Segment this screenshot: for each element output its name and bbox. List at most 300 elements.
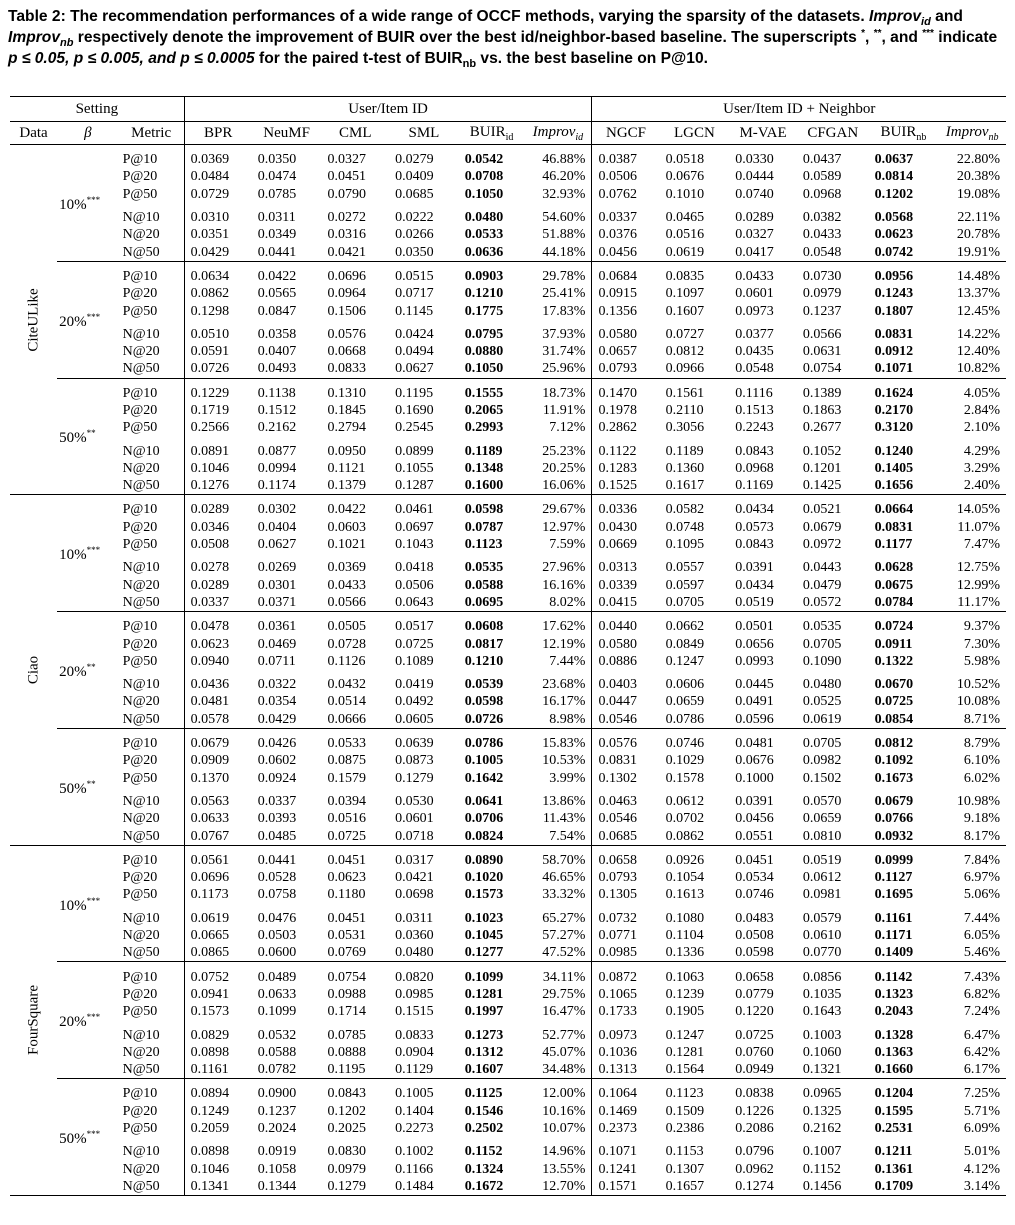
beta-setting: 50%*** bbox=[57, 1079, 118, 1196]
score-value: 0.1379 bbox=[327, 478, 366, 494]
improvement-value: 5.98% bbox=[963, 653, 1000, 669]
score-value: 0.0351 bbox=[184, 226, 252, 243]
header-col-improv-id: Improv$_{id}$ bbox=[524, 122, 592, 145]
score-value: 0.1978 bbox=[592, 402, 660, 419]
score-value: 0.0360 bbox=[395, 928, 434, 944]
improvement-value: 29.75% bbox=[542, 986, 586, 1002]
score-value: 0.0588 bbox=[257, 1044, 297, 1060]
score-value: 0.0479 bbox=[802, 577, 842, 593]
score-value: 0.0831 bbox=[874, 519, 914, 535]
score-value: 0.0898 bbox=[184, 1044, 252, 1061]
score-value: 0.1513 bbox=[735, 403, 774, 418]
caption-text: respectively denote the improvement of BUIR over the best id/neighbor-based baseline. The superscripts bbox=[73, 29, 862, 46]
metric-label: P@10 bbox=[119, 845, 185, 869]
score-value: 0.0451 bbox=[729, 845, 797, 869]
improvement-value: 8.71% bbox=[963, 711, 1000, 727]
score-value: 0.2545 bbox=[395, 420, 434, 436]
score-value: 0.0666 bbox=[327, 711, 366, 727]
table-row bbox=[10, 186, 1006, 203]
score-value: 0.0685 bbox=[592, 827, 660, 845]
improvement-value: 57.27% bbox=[542, 928, 586, 944]
score-value: 0.0508 bbox=[184, 536, 252, 553]
score-value: 0.0598 bbox=[459, 495, 525, 519]
score-value: 0.0659 bbox=[665, 694, 705, 710]
score-value: 0.1307 bbox=[665, 1161, 705, 1177]
score-value: 0.1997 bbox=[464, 1004, 504, 1020]
score-value: 0.0582 bbox=[660, 495, 730, 519]
metric-label: N@50 bbox=[119, 1178, 185, 1196]
score-value: 0.0354 bbox=[257, 694, 297, 710]
score-value: 0.3120 bbox=[874, 420, 914, 436]
score-value: 0.0754 bbox=[802, 361, 842, 377]
score-value: 0.0725 bbox=[735, 1027, 774, 1043]
score-value: 0.0670 bbox=[874, 677, 914, 693]
score-value: 0.0531 bbox=[327, 928, 366, 944]
score-value: 0.0676 bbox=[735, 753, 774, 769]
table-row bbox=[10, 904, 1006, 927]
header-row-groups bbox=[10, 97, 1006, 122]
score-value: 0.1775 bbox=[464, 303, 504, 319]
improvement-value: 7.12% bbox=[549, 420, 586, 436]
table-row bbox=[10, 436, 1006, 459]
score-value: 0.2025 bbox=[327, 1120, 366, 1136]
score-value: 0.0746 bbox=[660, 728, 730, 752]
score-value: 0.1142 bbox=[869, 962, 939, 986]
score-value: 0.0752 bbox=[184, 962, 252, 986]
metric-label: P@50 bbox=[122, 653, 158, 669]
score-value: 0.1125 bbox=[459, 1079, 525, 1103]
improvement-value: 45.07% bbox=[542, 1044, 586, 1060]
score-value: 0.1045 bbox=[464, 928, 504, 944]
score-value: 0.2677 bbox=[802, 420, 842, 436]
score-value: 0.0516 bbox=[327, 811, 366, 827]
score-value: 0.1657 bbox=[660, 1178, 730, 1196]
score-value: 0.1226 bbox=[735, 1103, 774, 1119]
score-value: 0.0964 bbox=[327, 286, 366, 302]
score-value: 0.0993 bbox=[735, 653, 774, 669]
score-value: 0.3056 bbox=[665, 420, 705, 436]
score-value: 0.1211 bbox=[874, 1144, 913, 1160]
score-value: 0.1189 bbox=[665, 443, 704, 459]
table-body bbox=[10, 145, 1006, 1196]
score-value: 0.0403 bbox=[592, 670, 660, 693]
score-value: 0.0505 bbox=[321, 612, 389, 636]
header-group-id: User/Item ID bbox=[184, 97, 592, 122]
score-value: 0.0407 bbox=[257, 344, 297, 360]
score-value: 0.1509 bbox=[665, 1103, 705, 1119]
improvement-value: 5.06% bbox=[963, 887, 1000, 903]
score-value: 0.0833 bbox=[327, 361, 366, 377]
score-value: 0.0566 bbox=[802, 326, 842, 342]
score-value: 0.0766 bbox=[874, 811, 914, 827]
significance-marker: ** bbox=[86, 428, 96, 439]
score-value: 0.0597 bbox=[665, 577, 705, 593]
score-value: 0.0546 bbox=[592, 810, 660, 827]
improvement-value: 14.96% bbox=[542, 1144, 586, 1160]
score-value: 0.0580 bbox=[592, 320, 660, 343]
score-value: 0.0950 bbox=[327, 443, 366, 459]
improvement-value: 16.47% bbox=[542, 1004, 586, 1020]
metric-label: P@10 bbox=[119, 612, 185, 636]
score-value: 0.2531 bbox=[874, 1120, 914, 1136]
score-value: 0.1656 bbox=[874, 478, 914, 494]
score-value: 0.1325 bbox=[802, 1103, 842, 1119]
score-value: 0.2794 bbox=[327, 420, 366, 436]
score-value: 0.0456 bbox=[592, 243, 660, 261]
score-value: 0.0785 bbox=[257, 186, 297, 202]
improvement-value: 46.20% bbox=[542, 169, 586, 185]
metric-label: P@50 bbox=[122, 887, 158, 903]
score-value: 0.0669 bbox=[592, 536, 660, 553]
score-value: 0.0968 bbox=[735, 460, 774, 476]
score-value: 0.0516 bbox=[665, 227, 705, 243]
improvement-value: 3.29% bbox=[963, 460, 1000, 476]
table-row bbox=[10, 927, 1006, 944]
score-value: 0.0940 bbox=[184, 653, 252, 670]
table-row bbox=[10, 577, 1006, 594]
metric-label: N@50 bbox=[122, 945, 160, 961]
score-value: 0.0528 bbox=[257, 870, 297, 886]
improvement-value: 11.07% bbox=[957, 519, 1000, 535]
score-value: 0.0659 bbox=[802, 811, 842, 827]
significance-marker: *** bbox=[86, 1012, 101, 1023]
score-value: 0.0506 bbox=[395, 577, 434, 593]
caption-text: Table 2: The recommendation performances of a wide range of OCCF methods, varying the sparsity of the datasets. bbox=[8, 8, 870, 25]
score-value: 0.1174 bbox=[257, 478, 296, 494]
metric-label: P@10 bbox=[119, 962, 185, 986]
dataset-name: FourSquare bbox=[25, 985, 42, 1056]
score-value: 0.0572 bbox=[802, 594, 842, 610]
score-value: 0.0506 bbox=[592, 168, 660, 185]
improvement-value: 9.37% bbox=[938, 612, 1006, 636]
score-value: 0.0872 bbox=[592, 962, 660, 986]
score-value: 0.0469 bbox=[257, 636, 297, 652]
improvement-value: 11.91% bbox=[542, 403, 586, 418]
score-value: 0.1116 bbox=[729, 378, 797, 402]
header-col-bpr: BPR bbox=[184, 122, 252, 145]
score-value: 0.0724 bbox=[869, 612, 939, 636]
results-table bbox=[10, 96, 1006, 1196]
improvement-value: 31.74% bbox=[542, 344, 586, 360]
score-value: 0.2059 bbox=[184, 1120, 252, 1137]
score-value: 0.0394 bbox=[327, 793, 366, 809]
score-value: 0.0349 bbox=[257, 227, 297, 243]
score-value: 0.0628 bbox=[874, 560, 914, 576]
metric-label: N@20 bbox=[122, 227, 160, 243]
score-value: 0.0812 bbox=[665, 344, 705, 360]
score-value: 0.1733 bbox=[592, 1003, 660, 1020]
score-value: 0.0829 bbox=[184, 1020, 252, 1043]
score-value: 0.0656 bbox=[735, 636, 774, 652]
score-value: 0.0919 bbox=[257, 1144, 297, 1160]
score-value: 0.0409 bbox=[395, 169, 434, 185]
score-value: 0.0973 bbox=[592, 1020, 660, 1043]
improvement-value: 3.14% bbox=[938, 1178, 1006, 1196]
score-value: 0.0911 bbox=[874, 636, 913, 652]
score-value: 0.0873 bbox=[395, 753, 434, 769]
table-row bbox=[10, 495, 1006, 519]
score-value: 0.1546 bbox=[464, 1103, 504, 1119]
score-value: 0.2170 bbox=[874, 403, 914, 418]
score-value: 0.1613 bbox=[665, 887, 705, 903]
score-value: 0.0515 bbox=[389, 261, 459, 285]
metric-label: N@10 bbox=[122, 910, 160, 926]
beta-setting: 50%** bbox=[57, 378, 118, 495]
score-value: 0.0962 bbox=[735, 1161, 774, 1177]
score-value: 0.0890 bbox=[459, 845, 525, 869]
score-value: 0.1305 bbox=[592, 886, 660, 903]
table-row bbox=[10, 986, 1006, 1003]
table-row bbox=[10, 402, 1006, 419]
score-value: 0.0430 bbox=[592, 519, 660, 536]
score-value: 0.0432 bbox=[327, 677, 366, 693]
table-row bbox=[10, 1061, 1006, 1079]
score-value: 0.1643 bbox=[802, 1004, 842, 1020]
score-value: 0.1573 bbox=[464, 887, 504, 903]
improvement-value: 6.82% bbox=[963, 986, 1000, 1002]
score-value: 0.2243 bbox=[735, 420, 774, 436]
score-value: 0.0302 bbox=[252, 495, 322, 519]
score-value: 0.0339 bbox=[592, 577, 660, 594]
score-value: 0.1010 bbox=[665, 186, 705, 202]
score-value: 0.1287 bbox=[395, 478, 434, 494]
caption-sub: nb bbox=[462, 58, 477, 71]
improvement-value: 10.07% bbox=[542, 1120, 586, 1136]
significance-marker: *** bbox=[86, 895, 101, 906]
score-value: 0.1202 bbox=[327, 1103, 366, 1119]
score-value: 0.0463 bbox=[592, 787, 660, 810]
score-value: 0.1673 bbox=[874, 770, 914, 786]
beta-setting: 20%*** bbox=[57, 261, 118, 378]
header-setting: Setting bbox=[10, 97, 184, 122]
score-value: 0.0711 bbox=[257, 653, 296, 669]
improvement-value: 11.43% bbox=[542, 811, 586, 827]
score-value: 0.1180 bbox=[327, 887, 366, 903]
score-value: 0.0451 bbox=[327, 169, 366, 185]
metric-label: P@50 bbox=[122, 770, 158, 786]
metric-label: P@20 bbox=[122, 986, 158, 1002]
score-value: 0.1195 bbox=[327, 1062, 366, 1078]
score-value: 0.0310 bbox=[184, 203, 252, 226]
score-value: 0.0601 bbox=[395, 811, 434, 827]
improvement-value: 7.47% bbox=[963, 537, 1000, 553]
score-value: 0.1321 bbox=[802, 1062, 842, 1078]
score-value: 0.0301 bbox=[257, 577, 297, 593]
score-value: 0.1719 bbox=[184, 402, 252, 419]
score-value: 0.1456 bbox=[797, 1178, 869, 1196]
score-value: 0.0843 bbox=[321, 1079, 389, 1103]
score-value: 0.0979 bbox=[327, 1161, 366, 1177]
score-value: 0.0847 bbox=[257, 303, 297, 319]
score-value: 0.0576 bbox=[592, 728, 660, 752]
score-value: 0.1905 bbox=[665, 1004, 705, 1020]
score-value: 0.0702 bbox=[665, 811, 705, 827]
table-row bbox=[10, 1178, 1006, 1196]
score-value: 0.1247 bbox=[665, 1027, 705, 1043]
metric-label: N@50 bbox=[122, 478, 160, 494]
score-value: 0.0831 bbox=[874, 326, 914, 342]
improvement-value: 8.98% bbox=[549, 711, 586, 727]
score-value: 0.1204 bbox=[869, 1079, 939, 1103]
score-value: 0.1121 bbox=[327, 460, 366, 476]
score-value: 0.0880 bbox=[464, 344, 504, 360]
score-value: 0.0483 bbox=[735, 910, 774, 926]
table-row bbox=[10, 360, 1006, 378]
table-row bbox=[10, 145, 1006, 169]
metric-label: P@10 bbox=[119, 378, 185, 402]
improvement-value: 12.45% bbox=[956, 303, 1000, 319]
score-value: 0.0311 bbox=[257, 210, 296, 226]
beta-setting: 10%*** bbox=[59, 194, 101, 213]
score-value: 0.0729 bbox=[184, 186, 252, 203]
score-value: 0.1484 bbox=[389, 1178, 459, 1196]
score-value: 0.0898 bbox=[184, 1137, 252, 1160]
header-col-cml: CML bbox=[321, 122, 389, 145]
score-value: 0.1036 bbox=[592, 1044, 660, 1061]
metric-label: P@20 bbox=[122, 1103, 158, 1119]
improvement-value: 10.16% bbox=[542, 1103, 586, 1119]
table-row bbox=[10, 1044, 1006, 1061]
score-value: 0.0493 bbox=[257, 361, 297, 377]
score-value: 0.1237 bbox=[802, 303, 842, 319]
improvement-value: 51.88% bbox=[542, 227, 586, 243]
score-value: 0.1240 bbox=[874, 443, 914, 459]
improvement-value: 22.11% bbox=[957, 210, 1000, 226]
improvement-value: 16.06% bbox=[542, 478, 586, 494]
score-value: 0.0418 bbox=[395, 560, 434, 576]
score-value: 0.0521 bbox=[797, 495, 869, 519]
score-value: 0.1046 bbox=[184, 1160, 252, 1177]
score-value: 0.0966 bbox=[665, 361, 705, 377]
score-value: 0.0675 bbox=[874, 577, 914, 593]
significance-marker: *** bbox=[86, 545, 101, 556]
score-value: 0.0623 bbox=[184, 635, 252, 652]
metric-label: P@10 bbox=[122, 152, 158, 168]
score-value: 0.0322 bbox=[257, 677, 297, 693]
score-value: 0.1138 bbox=[252, 378, 322, 402]
score-value: 0.0289 bbox=[184, 495, 252, 519]
table-row bbox=[10, 1020, 1006, 1043]
header-col-m-vae: M-VAE bbox=[729, 122, 797, 145]
score-value: 0.1097 bbox=[665, 286, 705, 302]
score-value: 0.1515 bbox=[395, 1004, 434, 1020]
score-value: 0.0619 bbox=[665, 244, 705, 260]
metric-label: P@50 bbox=[122, 186, 158, 202]
improvement-value: 14.48% bbox=[938, 261, 1006, 285]
table-row bbox=[10, 226, 1006, 243]
metric-label: P@20 bbox=[122, 753, 158, 769]
score-value: 0.0679 bbox=[802, 519, 842, 535]
score-value: 0.0979 bbox=[802, 286, 842, 302]
score-value: 0.0817 bbox=[464, 636, 504, 652]
score-value: 0.0278 bbox=[184, 553, 252, 576]
improvement-value: 29.67% bbox=[524, 495, 592, 519]
score-value: 0.0508 bbox=[735, 928, 774, 944]
score-value: 0.1512 bbox=[257, 403, 297, 418]
score-value: 0.0429 bbox=[184, 243, 252, 261]
score-value: 0.0588 bbox=[464, 577, 504, 593]
score-value: 0.1279 bbox=[321, 1178, 389, 1196]
score-value: 0.0422 bbox=[321, 495, 389, 519]
score-value: 0.2566 bbox=[184, 419, 252, 436]
score-value: 0.0965 bbox=[797, 1079, 869, 1103]
score-value: 0.0317 bbox=[389, 845, 459, 869]
score-value: 0.0480 bbox=[802, 677, 842, 693]
score-value: 0.0784 bbox=[874, 594, 914, 610]
improvement-value: 6.42% bbox=[963, 1044, 1000, 1060]
score-value: 0.0658 bbox=[592, 845, 660, 869]
score-value: 0.0565 bbox=[257, 286, 297, 302]
score-value: 0.1506 bbox=[327, 303, 366, 319]
score-value: 0.0601 bbox=[735, 286, 774, 302]
metric-label: N@20 bbox=[122, 1044, 160, 1060]
header-data: Data bbox=[10, 122, 57, 145]
score-value: 0.0758 bbox=[257, 887, 297, 903]
header-col-buir-nb: $BUIR_{nb}$ bbox=[869, 122, 939, 145]
score-value: 0.0542 bbox=[464, 152, 504, 168]
score-value: 0.1470 bbox=[592, 378, 660, 402]
improvement-value: 11.17% bbox=[957, 594, 1000, 610]
score-value: 0.0580 bbox=[592, 635, 660, 652]
score-value: 0.0421 bbox=[395, 870, 434, 886]
improvement-value: 25.23% bbox=[542, 443, 586, 459]
table-row bbox=[10, 653, 1006, 670]
score-value: 0.1672 bbox=[459, 1178, 525, 1196]
score-value: 0.0289 bbox=[735, 210, 774, 226]
table-row bbox=[10, 787, 1006, 810]
score-value: 0.1425 bbox=[802, 478, 842, 494]
score-value: 0.0491 bbox=[735, 694, 774, 710]
metric-label: N@20 bbox=[122, 811, 160, 827]
score-value: 0.1341 bbox=[184, 1178, 252, 1196]
score-value: 0.0762 bbox=[592, 186, 660, 203]
metric-label: N@10 bbox=[122, 677, 160, 693]
score-value: 0.0732 bbox=[592, 904, 660, 927]
caption-text: and bbox=[930, 8, 963, 25]
table-row bbox=[10, 944, 1006, 962]
significance-marker: *** bbox=[86, 194, 101, 205]
table-row bbox=[10, 302, 1006, 319]
score-value: 0.1642 bbox=[464, 770, 504, 786]
score-value: 0.0519 bbox=[735, 594, 774, 610]
score-value: 0.0434 bbox=[735, 577, 774, 593]
improvement-value: 14.22% bbox=[956, 326, 1000, 342]
score-value: 0.0730 bbox=[797, 261, 869, 285]
score-value: 0.0973 bbox=[735, 303, 774, 319]
score-value: 0.0598 bbox=[464, 694, 504, 710]
improvement-value: 34.48% bbox=[542, 1062, 586, 1078]
score-value: 0.1281 bbox=[464, 986, 504, 1002]
metric-label: P@10 bbox=[119, 1079, 185, 1103]
score-value: 0.0770 bbox=[802, 945, 842, 961]
metric-label: N@50 bbox=[122, 594, 160, 610]
table-row bbox=[10, 460, 1006, 477]
score-value: 0.0717 bbox=[395, 286, 434, 302]
score-value: 0.0915 bbox=[592, 285, 660, 302]
score-value: 0.0886 bbox=[592, 653, 660, 670]
score-value: 0.0525 bbox=[802, 694, 842, 710]
improvement-value: 6.02% bbox=[963, 770, 1000, 786]
metric-label: N@20 bbox=[122, 460, 160, 476]
score-value: 0.0705 bbox=[797, 728, 869, 752]
score-value: 0.0623 bbox=[327, 870, 366, 886]
score-value: 0.0566 bbox=[327, 594, 366, 610]
table-row bbox=[10, 827, 1006, 845]
score-value: 0.1189 bbox=[464, 443, 503, 459]
score-value: 0.0465 bbox=[665, 210, 705, 226]
score-value: 0.2043 bbox=[874, 1004, 914, 1020]
score-value: 0.0530 bbox=[395, 793, 434, 809]
